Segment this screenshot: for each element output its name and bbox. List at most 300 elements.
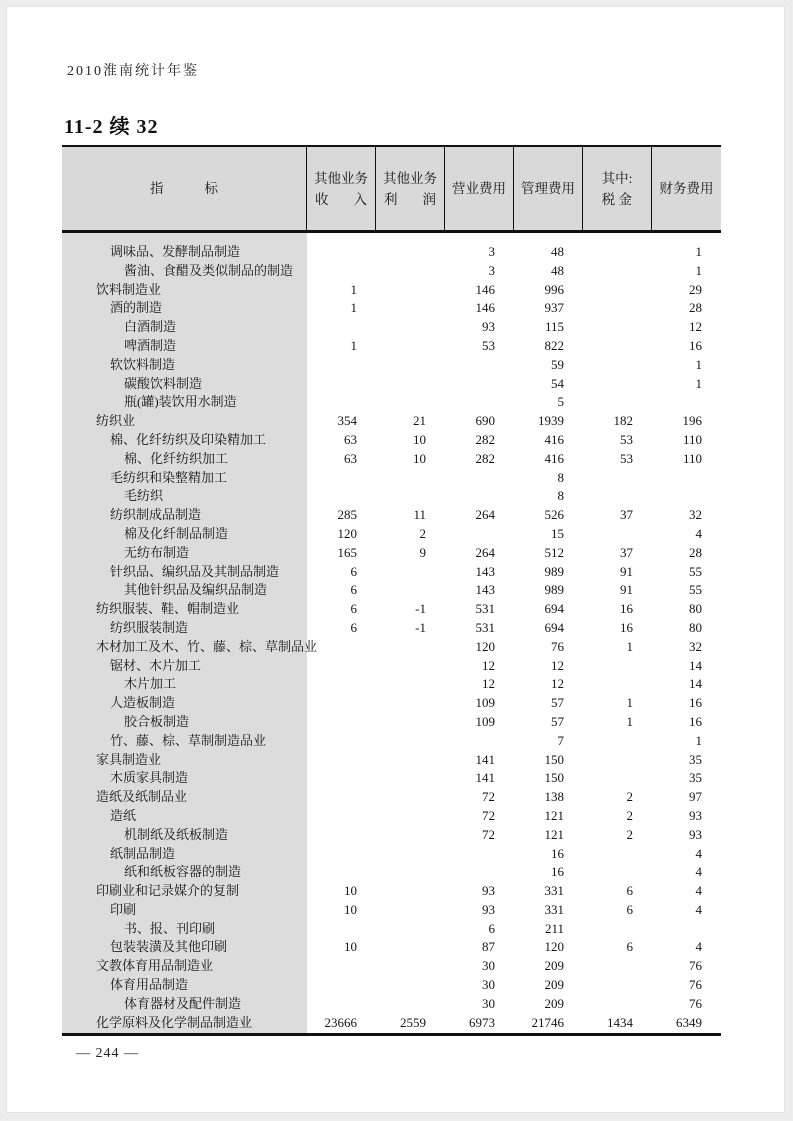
- row-value-financial-expense: [652, 393, 721, 412]
- row-value-admin-expense: 211: [544, 920, 564, 936]
- header-cell-operating-expense: 营业费用: [445, 147, 514, 230]
- row-indicator-label: 造纸: [110, 807, 137, 823]
- table-header-row: [62, 145, 721, 233]
- table-row: [62, 337, 721, 356]
- row-value-other-profit: [376, 769, 445, 788]
- row-value-operating-expense: 87: [482, 939, 495, 955]
- row-value-financial-expense: 110: [682, 431, 702, 447]
- row-value-other-profit: [376, 995, 445, 1014]
- row-indicator-label: 纺织业: [96, 413, 136, 429]
- row-value-financial-expense: 76: [689, 977, 702, 993]
- row-value-other-income: [307, 751, 376, 770]
- table-row: [62, 243, 721, 262]
- row-value-admin-expense: 694: [544, 619, 564, 635]
- row-value-financial-expense: 1: [695, 375, 702, 391]
- row-value-other-profit: [376, 957, 445, 976]
- row-value-financial-expense: 16: [689, 337, 702, 353]
- header-cell-other-income: 其他业务 收 入: [307, 147, 376, 230]
- table-row: [62, 469, 721, 488]
- table-row: [62, 882, 721, 901]
- row-value-other-profit: [376, 581, 445, 600]
- row-indicator-label: 胶合板制造: [124, 713, 190, 729]
- table-row: [62, 563, 721, 582]
- row-value-admin-expense: 12: [551, 657, 564, 673]
- row-value-admin-expense: 12: [551, 676, 564, 692]
- row-indicator-label: 饮料制造业: [96, 281, 162, 297]
- row-indicator-label: 竹、藤、棕、草制制造品业: [110, 732, 267, 748]
- row-indicator-label: 棉、化纤纺织及印染精加工: [110, 431, 267, 447]
- row-value-other-income: [307, 675, 376, 694]
- row-value-admin-expense: 54: [551, 375, 564, 391]
- row-value-other-income: 1: [350, 300, 357, 316]
- row-indicator-label: 啤酒制造: [124, 337, 177, 353]
- table-row: [62, 600, 721, 619]
- row-value-admin-expense: 7: [557, 732, 564, 748]
- row-value-other-income: 63: [344, 431, 357, 447]
- row-value-financial-expense: 16: [689, 713, 702, 729]
- row-value-financial-expense: 32: [689, 638, 702, 654]
- row-value-admin-expense: 209: [544, 977, 564, 993]
- row-indicator-label: 其他针织品及编织品制造: [124, 582, 268, 598]
- row-value-taxes: [583, 976, 652, 995]
- row-indicator-label: 纺织服装、鞋、帽制造业: [96, 601, 240, 617]
- row-value-other-income: 6: [350, 619, 357, 635]
- row-value-admin-expense: 416: [544, 431, 564, 447]
- row-value-other-income: [307, 845, 376, 864]
- table-row: [62, 901, 721, 920]
- row-value-financial-expense: 28: [689, 544, 702, 560]
- row-value-taxes: 6: [626, 939, 633, 955]
- row-value-other-income: [307, 863, 376, 882]
- row-value-admin-expense: 996: [544, 281, 564, 297]
- table-row: [62, 995, 721, 1014]
- row-value-operating-expense: 30: [482, 995, 495, 1011]
- row-value-operating-expense: [445, 845, 514, 864]
- table-row: [62, 826, 721, 845]
- row-value-taxes: 2: [626, 789, 633, 805]
- row-indicator-label: 体育用品制造: [110, 977, 189, 993]
- row-value-admin-expense: 138: [544, 789, 564, 805]
- row-value-taxes: [583, 525, 652, 544]
- row-value-operating-expense: 30: [482, 958, 495, 974]
- row-indicator-label: 锯材、木片加工: [110, 657, 202, 673]
- row-value-other-profit: -1: [415, 619, 426, 635]
- row-value-other-income: [307, 694, 376, 713]
- row-value-operating-expense: 53: [482, 337, 495, 353]
- row-value-other-profit: [376, 882, 445, 901]
- row-value-admin-expense: 331: [544, 901, 564, 917]
- row-value-taxes: 16: [620, 619, 633, 635]
- row-value-operating-expense: 282: [475, 431, 495, 447]
- row-value-other-profit: [376, 976, 445, 995]
- row-value-admin-expense: 115: [544, 319, 564, 335]
- row-value-admin-expense: 937: [544, 300, 564, 316]
- row-value-financial-expense: 4: [695, 864, 702, 880]
- table-row: [62, 450, 721, 469]
- row-value-operating-expense: 30: [482, 977, 495, 993]
- row-value-operating-expense: 109: [475, 695, 495, 711]
- row-value-other-profit: [376, 713, 445, 732]
- row-value-taxes: 53: [620, 431, 633, 447]
- row-indicator-label: 书、报、刊印刷: [124, 920, 216, 936]
- row-value-admin-expense: 8: [557, 488, 564, 504]
- row-value-financial-expense: 4: [695, 883, 702, 899]
- table-row: [62, 375, 721, 394]
- row-value-taxes: 53: [620, 450, 633, 466]
- row-value-operating-expense: [445, 393, 514, 412]
- row-value-operating-expense: 12: [482, 657, 495, 673]
- table-row: [62, 845, 721, 864]
- row-value-other-income: 6: [350, 582, 357, 598]
- row-value-taxes: 37: [620, 507, 633, 523]
- row-value-other-profit: [376, 788, 445, 807]
- row-value-operating-expense: [445, 375, 514, 394]
- row-value-admin-expense: 57: [551, 695, 564, 711]
- row-value-financial-expense: 32: [689, 507, 702, 523]
- row-value-other-profit: [376, 675, 445, 694]
- row-value-operating-expense: 531: [475, 619, 495, 635]
- row-value-taxes: [583, 863, 652, 882]
- table-row: [62, 638, 721, 657]
- row-value-financial-expense: [652, 487, 721, 506]
- table-row: [62, 938, 721, 957]
- row-value-financial-expense: 35: [689, 751, 702, 767]
- row-indicator-label: 机制纸及纸板制造: [124, 826, 229, 842]
- row-value-other-profit: [376, 299, 445, 318]
- row-indicator-label: 印刷: [110, 901, 137, 917]
- row-value-other-income: [307, 243, 376, 262]
- row-indicator-label: 酱油、食醋及类似制品的制造: [124, 262, 294, 278]
- row-value-taxes: [583, 393, 652, 412]
- row-value-other-profit: [376, 337, 445, 356]
- row-value-taxes: 1434: [607, 1014, 633, 1030]
- row-value-operating-expense: 264: [475, 507, 495, 523]
- row-value-taxes: [583, 487, 652, 506]
- table-row: [62, 431, 721, 450]
- row-value-financial-expense: 14: [689, 676, 702, 692]
- row-value-operating-expense: [445, 525, 514, 544]
- row-value-other-income: [307, 487, 376, 506]
- row-value-admin-expense: 209: [544, 958, 564, 974]
- row-value-taxes: [583, 262, 652, 281]
- row-value-admin-expense: 512: [544, 544, 564, 560]
- row-value-admin-expense: 5: [557, 394, 564, 410]
- table-row: [62, 863, 721, 882]
- row-value-admin-expense: 76: [551, 638, 564, 654]
- table-row: [62, 657, 721, 676]
- table-row: [62, 675, 721, 694]
- row-value-other-income: [307, 713, 376, 732]
- table-row: [62, 356, 721, 375]
- row-value-other-profit: [376, 920, 445, 939]
- row-value-other-profit: [376, 694, 445, 713]
- table-row: [62, 920, 721, 939]
- row-value-financial-expense: 14: [689, 657, 702, 673]
- row-value-other-income: 354: [337, 413, 357, 429]
- row-indicator-label: 纺织服装制造: [110, 619, 189, 635]
- row-value-taxes: [583, 675, 652, 694]
- row-value-operating-expense: 6973: [469, 1014, 495, 1030]
- row-value-taxes: 2: [626, 826, 633, 842]
- row-value-financial-expense: 1: [695, 356, 702, 372]
- header-cell-taxes: 其中: 税 金: [583, 147, 652, 230]
- row-value-admin-expense: 16: [551, 864, 564, 880]
- data-table: [62, 145, 721, 1036]
- row-value-admin-expense: 59: [551, 356, 564, 372]
- table-title: 11-2 续 32: [64, 116, 159, 138]
- row-value-taxes: 16: [620, 601, 633, 617]
- row-value-taxes: 6: [626, 883, 633, 899]
- row-value-operating-expense: 146: [475, 281, 495, 297]
- row-value-taxes: [583, 732, 652, 751]
- row-value-other-income: [307, 920, 376, 939]
- row-indicator-label: 棉及化纤制品制造: [124, 525, 229, 541]
- row-value-financial-expense: 35: [689, 770, 702, 786]
- row-value-taxes: 91: [620, 563, 633, 579]
- row-value-other-income: 10: [344, 939, 357, 955]
- row-value-other-profit: [376, 375, 445, 394]
- row-value-financial-expense: 6349: [676, 1014, 702, 1030]
- row-value-other-profit: [376, 318, 445, 337]
- row-value-operating-expense: 72: [482, 789, 495, 805]
- row-value-other-income: [307, 826, 376, 845]
- row-value-other-income: 6: [350, 563, 357, 579]
- row-value-operating-expense: 690: [475, 413, 495, 429]
- row-value-admin-expense: 48: [551, 262, 564, 278]
- row-value-operating-expense: 143: [475, 563, 495, 579]
- page-number: — 244 —: [76, 1046, 139, 1061]
- row-value-other-income: 1: [350, 281, 357, 297]
- row-value-admin-expense: 150: [544, 770, 564, 786]
- row-value-other-profit: 11: [413, 507, 426, 523]
- row-indicator-label: 包装装潢及其他印刷: [110, 939, 228, 955]
- row-value-operating-expense: [445, 863, 514, 882]
- row-value-financial-expense: 76: [689, 995, 702, 1011]
- table-row: [62, 1014, 721, 1033]
- row-value-other-profit: [376, 262, 445, 281]
- row-value-other-income: 285: [337, 507, 357, 523]
- row-value-taxes: 6: [626, 901, 633, 917]
- row-value-admin-expense: 331: [544, 883, 564, 899]
- row-indicator-label: 棉、化纤纺织加工: [124, 450, 229, 466]
- row-value-other-profit: [376, 938, 445, 957]
- row-value-financial-expense: [652, 469, 721, 488]
- row-indicator-label: 体育器材及配件制造: [124, 995, 242, 1011]
- row-value-other-profit: [376, 356, 445, 375]
- row-value-taxes: [583, 299, 652, 318]
- table-row: [62, 262, 721, 281]
- row-value-taxes: [583, 356, 652, 375]
- row-value-taxes: 91: [620, 582, 633, 598]
- row-value-operating-expense: [445, 469, 514, 488]
- row-value-financial-expense: 4: [695, 525, 702, 541]
- table-row: [62, 318, 721, 337]
- row-value-other-income: [307, 788, 376, 807]
- row-indicator-label: 瓶(罐)装饮用水制造: [124, 394, 237, 410]
- row-value-taxes: [583, 375, 652, 394]
- row-value-other-income: [307, 769, 376, 788]
- row-value-taxes: 1: [626, 638, 633, 654]
- row-indicator-label: 毛纺织和染整精加工: [110, 469, 228, 485]
- row-value-operating-expense: 93: [482, 319, 495, 335]
- row-value-other-profit: [376, 845, 445, 864]
- row-value-admin-expense: 1939: [538, 413, 564, 429]
- row-value-financial-expense: [652, 920, 721, 939]
- row-value-other-profit: [376, 393, 445, 412]
- row-value-taxes: 37: [620, 544, 633, 560]
- row-value-other-income: 10: [344, 883, 357, 899]
- row-value-operating-expense: 531: [475, 601, 495, 617]
- row-value-other-profit: -1: [415, 601, 426, 617]
- row-value-taxes: 1: [626, 695, 633, 711]
- row-value-other-income: [307, 469, 376, 488]
- table-body: [62, 233, 721, 1036]
- row-value-operating-expense: [445, 487, 514, 506]
- row-value-operating-expense: 141: [475, 751, 495, 767]
- row-value-operating-expense: [445, 356, 514, 375]
- row-indicator-label: 无纺布制造: [124, 544, 190, 560]
- row-value-admin-expense: 989: [544, 563, 564, 579]
- table-row: [62, 788, 721, 807]
- row-value-other-income: 63: [344, 450, 357, 466]
- row-value-operating-expense: 120: [475, 638, 495, 654]
- row-value-other-income: 10: [344, 901, 357, 917]
- row-value-other-income: [307, 318, 376, 337]
- row-value-operating-expense: 282: [475, 450, 495, 466]
- row-value-operating-expense: 141: [475, 770, 495, 786]
- row-value-admin-expense: 121: [544, 807, 564, 823]
- row-value-financial-expense: 1: [695, 732, 702, 748]
- row-indicator-label: 造纸及纸制品业: [96, 789, 188, 805]
- row-value-other-income: [307, 262, 376, 281]
- row-value-taxes: [583, 337, 652, 356]
- row-indicator-label: 木材加工及木、竹、藤、棕、草制品业: [96, 638, 318, 654]
- row-indicator-label: 软饮料制造: [110, 356, 176, 372]
- row-value-financial-expense: 110: [682, 450, 702, 466]
- row-value-operating-expense: 93: [482, 901, 495, 917]
- row-value-taxes: [583, 469, 652, 488]
- table-row: [62, 732, 721, 751]
- row-value-taxes: [583, 751, 652, 770]
- row-value-operating-expense: 72: [482, 826, 495, 842]
- table-row: [62, 525, 721, 544]
- table-row: [62, 506, 721, 525]
- row-value-other-profit: [376, 563, 445, 582]
- row-value-admin-expense: 989: [544, 582, 564, 598]
- row-value-other-income: [307, 807, 376, 826]
- table-row: [62, 619, 721, 638]
- row-value-other-income: [307, 393, 376, 412]
- row-value-other-profit: [376, 732, 445, 751]
- row-value-other-profit: [376, 807, 445, 826]
- row-value-other-income: [307, 356, 376, 375]
- row-value-financial-expense: 28: [689, 300, 702, 316]
- table-row: [62, 769, 721, 788]
- row-value-operating-expense: 109: [475, 713, 495, 729]
- row-value-financial-expense: 93: [689, 826, 702, 842]
- table-row: [62, 544, 721, 563]
- header-cell-other-profit: 其他业务 利 润: [376, 147, 445, 230]
- row-value-other-income: [307, 375, 376, 394]
- row-value-other-income: [307, 995, 376, 1014]
- row-value-financial-expense: 55: [689, 563, 702, 579]
- row-value-admin-expense: 15: [551, 525, 564, 541]
- row-value-operating-expense: 146: [475, 300, 495, 316]
- yearbook-header: 2010淮南统计年鉴: [67, 64, 199, 79]
- row-value-admin-expense: 57: [551, 713, 564, 729]
- indicator-header-label: 指 标: [150, 181, 218, 196]
- row-value-operating-expense: 6: [488, 920, 495, 936]
- row-value-admin-expense: 209: [544, 995, 564, 1011]
- row-value-other-income: [307, 957, 376, 976]
- row-value-taxes: [583, 243, 652, 262]
- row-value-other-income: 6: [350, 601, 357, 617]
- row-value-operating-expense: 264: [475, 544, 495, 560]
- row-value-admin-expense: 694: [544, 601, 564, 617]
- row-value-admin-expense: 822: [544, 337, 564, 353]
- row-indicator-label: 调味品、发酵制品制造: [110, 244, 241, 259]
- row-value-other-profit: 2: [419, 525, 426, 541]
- row-value-admin-expense: 416: [544, 450, 564, 466]
- row-value-financial-expense: 97: [689, 789, 702, 805]
- row-value-other-income: [307, 657, 376, 676]
- row-value-taxes: [583, 769, 652, 788]
- row-value-financial-expense: 4: [695, 845, 702, 861]
- row-value-operating-expense: 72: [482, 807, 495, 823]
- row-value-other-profit: [376, 901, 445, 920]
- table-row: [62, 487, 721, 506]
- row-indicator-label: 文教体育用品制造业: [96, 958, 214, 974]
- table-row: [62, 751, 721, 770]
- header-cell-financial-expense: 财务费用: [659, 181, 714, 196]
- row-value-other-profit: [376, 751, 445, 770]
- row-value-financial-expense: 1: [695, 244, 702, 259]
- row-indicator-label: 印刷业和记录媒介的复制: [96, 883, 240, 899]
- table-row: [62, 976, 721, 995]
- row-value-admin-expense: 8: [557, 469, 564, 485]
- row-value-other-profit: [376, 826, 445, 845]
- row-value-other-profit: [376, 863, 445, 882]
- row-value-taxes: 1: [626, 713, 633, 729]
- row-value-other-profit: 9: [419, 544, 426, 560]
- table-row: [62, 807, 721, 826]
- row-value-other-profit: [376, 638, 445, 657]
- row-value-financial-expense: 76: [689, 958, 702, 974]
- header-cell-admin-expense: 管理费用: [514, 147, 583, 230]
- row-indicator-label: 酒的制造: [110, 300, 163, 316]
- row-value-financial-expense: 4: [695, 939, 702, 955]
- row-value-taxes: [583, 845, 652, 864]
- row-indicator-label: 碳酸饮料制造: [124, 375, 203, 391]
- table-row: [62, 713, 721, 732]
- row-indicator-label: 针织品、编织品及其制品制造: [110, 563, 280, 579]
- header-cell-indicator: [62, 147, 307, 230]
- table-row: [62, 393, 721, 412]
- row-value-financial-expense: 80: [689, 601, 702, 617]
- row-indicator-label: 纸制品制造: [110, 845, 176, 861]
- row-value-financial-expense: 80: [689, 619, 702, 635]
- row-value-other-profit: 10: [413, 431, 426, 447]
- table-row: [62, 581, 721, 600]
- row-value-other-profit: [376, 469, 445, 488]
- row-value-financial-expense: 12: [689, 319, 702, 335]
- row-value-financial-expense: 196: [682, 413, 702, 429]
- row-value-other-profit: [376, 657, 445, 676]
- row-value-financial-expense: 55: [689, 582, 702, 598]
- row-value-other-profit: 10: [413, 450, 426, 466]
- row-value-other-income: 165: [337, 544, 357, 560]
- row-value-taxes: [583, 957, 652, 976]
